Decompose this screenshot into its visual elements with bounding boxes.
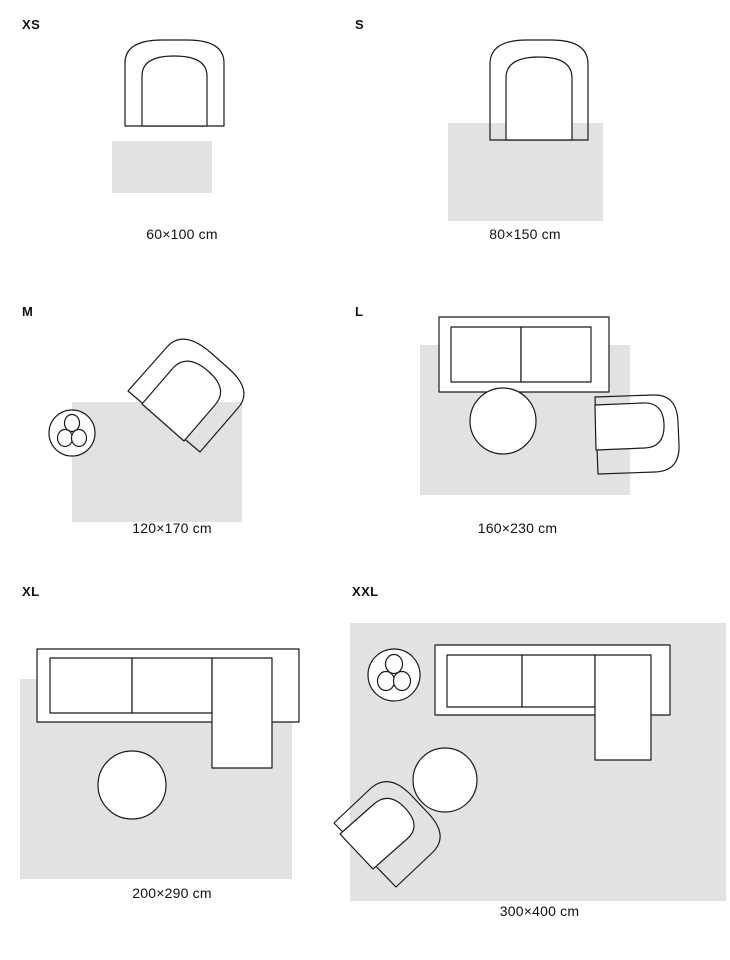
coffee-table-xxl — [413, 748, 477, 812]
diagram-xl — [22, 585, 342, 890]
sofa-cushion-left-l — [451, 327, 521, 382]
sofa-chaise-xl — [212, 658, 272, 768]
size-cell-xxl — [352, 585, 730, 955]
plant-leaf-right-m — [72, 430, 87, 447]
size-label-xl: XL — [22, 584, 40, 599]
size-label-xxl: XXL — [352, 584, 379, 599]
size-cell-l — [355, 305, 700, 555]
armchair-seat-xs — [142, 56, 207, 126]
size-cell-xs — [22, 18, 342, 258]
sofa-cushion-left-xl — [50, 658, 132, 713]
diagram-s — [355, 18, 695, 228]
size-cell-m — [22, 305, 342, 555]
rug-shape-xs — [112, 141, 212, 193]
rug-shape-m — [72, 402, 242, 522]
plant-leaf-left-xxl — [378, 672, 395, 691]
plant-leaf-left-m — [58, 430, 73, 447]
armchair-seat-l — [595, 403, 664, 450]
diagram-m — [22, 305, 342, 520]
caption-l: 160×230 cm — [477, 520, 558, 536]
sofa-cushion-mid-xxl — [522, 655, 595, 707]
caption-xs: 60×100 cm — [146, 226, 218, 242]
sofa-cushion-mid-xl — [132, 658, 212, 713]
sofa-cushion-left-xxl — [447, 655, 522, 707]
caption-s: 80×150 cm — [489, 226, 561, 242]
diagram-xs — [22, 18, 342, 228]
plant-leaf-right-xxl — [394, 672, 411, 691]
caption-xxl: 300×400 cm — [499, 903, 580, 919]
coffee-table-l — [470, 388, 536, 454]
plant-leaf-top-m — [65, 415, 80, 432]
size-label-m: M — [22, 304, 34, 319]
size-label-xs: XS — [22, 17, 41, 32]
size-cell-s — [355, 18, 695, 258]
size-cell-xl — [22, 585, 342, 945]
armchair-seat-s — [506, 57, 572, 140]
diagram-l — [355, 305, 700, 520]
diagram-xxl — [352, 585, 730, 905]
size-label-l: L — [355, 304, 364, 319]
sofa-chaise-xxl — [595, 655, 651, 760]
coffee-table-xl — [98, 751, 166, 819]
caption-xl: 200×290 cm — [132, 885, 212, 901]
sofa-cushion-right-l — [521, 327, 591, 382]
size-label-s: S — [355, 17, 365, 32]
plant-leaf-top-xxl — [386, 655, 403, 674]
caption-m: 120×170 cm — [132, 520, 212, 536]
